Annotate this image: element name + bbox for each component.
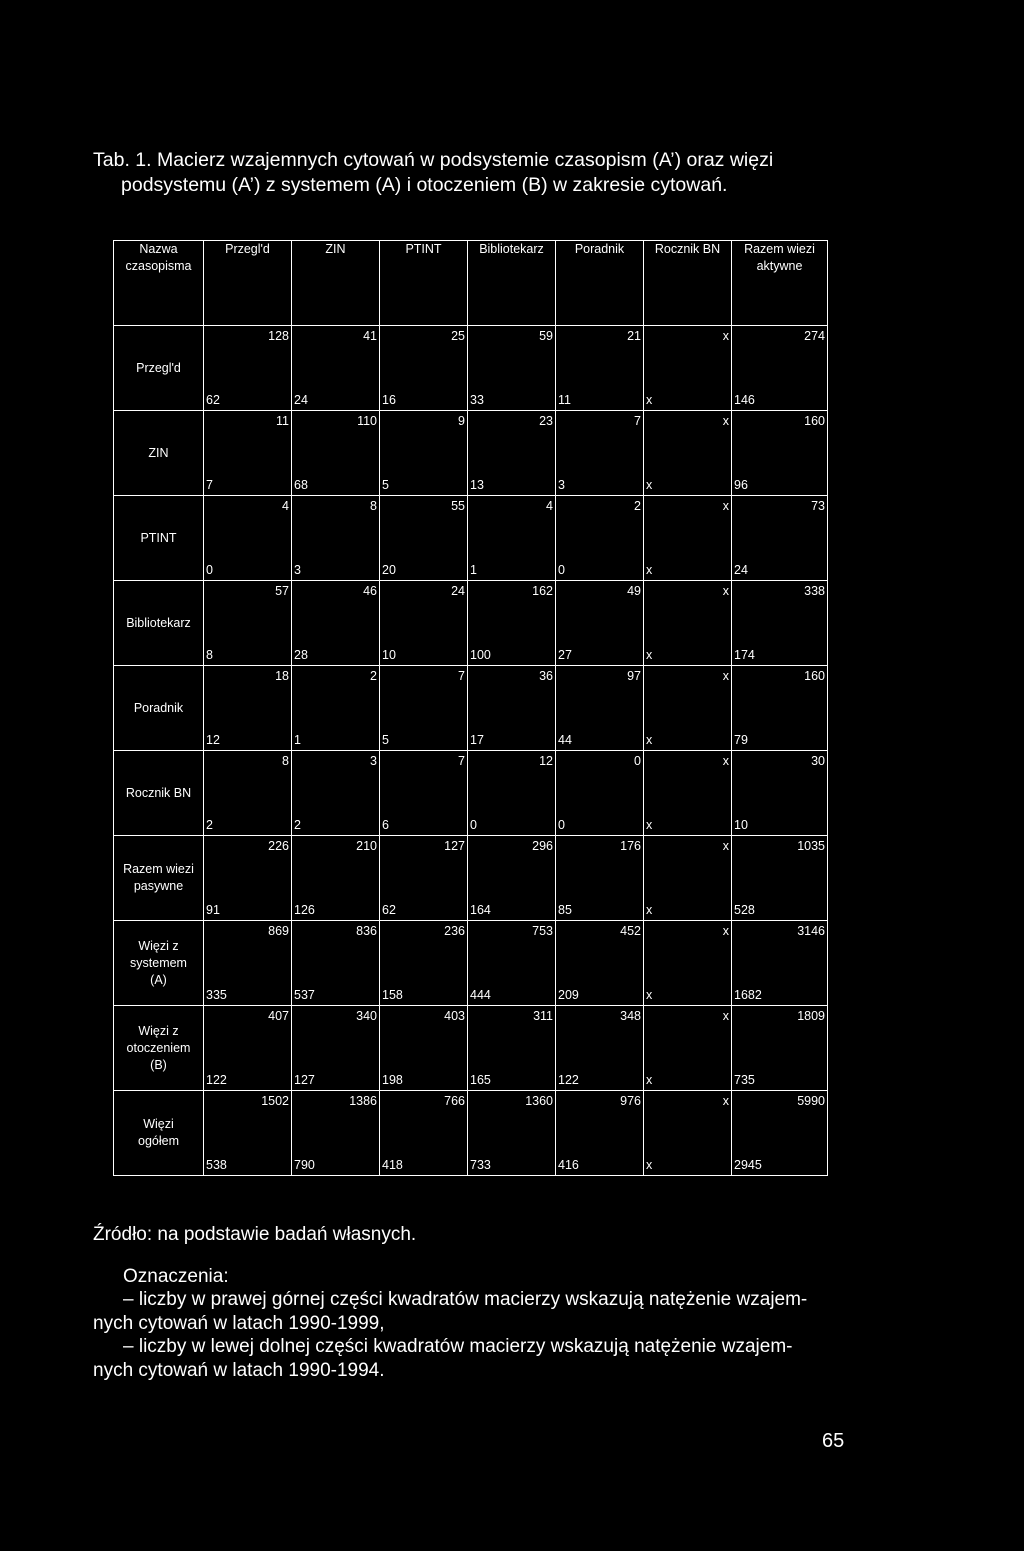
cell-value-1990-1994: 68 <box>294 478 308 492</box>
matrix-body <box>114 326 828 1176</box>
matrix-cell <box>380 921 468 1006</box>
matrix-cell <box>468 326 556 411</box>
cell-value-1990-1994: 418 <box>382 1158 403 1172</box>
page-number: 65 <box>822 1430 845 1452</box>
cell-value-1990-1999: 160 <box>804 669 825 683</box>
legend-title: Oznaczenia: <box>123 1265 229 1287</box>
row-label-line: ogółem <box>138 1134 179 1148</box>
cell-value-1990-1999: 210 <box>356 839 377 853</box>
cell-value-1990-1994: 335 <box>206 988 227 1002</box>
cell-value-1990-1994: 11 <box>558 393 571 407</box>
cell-value-1990-1999: 236 <box>444 924 465 938</box>
table-caption <box>93 148 963 198</box>
row-label <box>114 1091 204 1176</box>
matrix-cell <box>292 326 380 411</box>
cell-value-1990-1994: 28 <box>294 648 308 662</box>
cell-value-1990-1999: 296 <box>532 839 553 853</box>
caption-line-1: Tab. 1. Macierz wzajemnych cytowań w podsystemie czasopism (A’) oraz więzi <box>93 149 774 171</box>
cell-value-1990-1994: 13 <box>470 478 484 492</box>
matrix-cell <box>204 326 292 411</box>
cell-value-1990-1994: 735 <box>734 1073 755 1087</box>
matrix-cell <box>292 1091 380 1176</box>
cell-value-1990-1999: 55 <box>451 499 465 513</box>
cell-value-1990-1999: 1360 <box>525 1094 553 1108</box>
matrix-cell <box>204 581 292 666</box>
cell-value-1990-1994: 733 <box>470 1158 491 1172</box>
cell-value-1990-1999: 41 <box>363 329 377 343</box>
cell-value-1990-1999: 869 <box>268 924 289 938</box>
cell-value-1990-1994: 146 <box>734 393 755 407</box>
cell-value-1990-1999: 25 <box>451 329 465 343</box>
column-header-total <box>732 241 828 326</box>
cell-value-1990-1994: 790 <box>294 1158 315 1172</box>
cell-value-1990-1994: 537 <box>294 988 315 1002</box>
matrix-cell <box>204 666 292 751</box>
matrix-cell <box>732 1091 828 1176</box>
row-label-line: Rocznik BN <box>125 785 192 800</box>
cell-value-1990-1999: 57 <box>275 584 289 598</box>
cell-value-1990-1999: 4 <box>282 499 289 513</box>
row-label-line: otoczeniem <box>126 1040 191 1055</box>
cell-value-1990-1999: 30 <box>811 754 825 768</box>
cell-value-1990-1999: 1035 <box>797 839 825 853</box>
matrix-cell <box>380 1091 468 1176</box>
matrix-cell <box>380 411 468 496</box>
cell-value-1990-1999: 407 <box>268 1009 289 1023</box>
cell-value-1990-1999: x <box>722 754 729 768</box>
cell-value-1990-1994: 6 <box>382 818 389 832</box>
matrix-cell <box>556 326 644 411</box>
row-label <box>114 921 204 1006</box>
matrix-cell <box>468 411 556 496</box>
cell-value-1990-1994: 0 <box>558 563 565 577</box>
matrix-cell <box>644 496 732 581</box>
cell-value-1990-1999: x <box>722 329 729 343</box>
cell-value-1990-1999: 127 <box>444 839 465 853</box>
cell-value-1990-1999: 0 <box>634 754 641 768</box>
matrix-cell <box>468 751 556 836</box>
matrix-cell <box>468 496 556 581</box>
matrix-cell <box>644 751 732 836</box>
row-label <box>114 581 204 666</box>
corner-header-line: czasopisma <box>125 259 192 273</box>
cell-value-1990-1994: x <box>646 903 653 917</box>
cell-value-1990-1994: 165 <box>470 1073 491 1087</box>
cell-value-1990-1994: 528 <box>734 903 755 917</box>
matrix-cell <box>292 496 380 581</box>
row-label-line: systemem <box>130 955 187 970</box>
cell-value-1990-1999: 766 <box>444 1094 465 1108</box>
cell-value-1990-1994: 1 <box>470 563 477 577</box>
matrix-cell <box>468 581 556 666</box>
cell-value-1990-1994: 12 <box>206 733 220 747</box>
cell-value-1990-1994: 10 <box>382 648 396 662</box>
matrix-cell <box>380 666 468 751</box>
row-label-line: ZIN <box>148 445 169 460</box>
matrix-cell <box>292 751 380 836</box>
table-row <box>114 921 828 1006</box>
row-label <box>114 411 204 496</box>
cell-value-1990-1994: 198 <box>382 1073 403 1087</box>
cell-value-1990-1994: x <box>646 563 653 577</box>
matrix-cell <box>468 836 556 921</box>
cell-value-1990-1999: 1502 <box>261 1094 289 1108</box>
column-header: Rocznik BN <box>644 241 732 326</box>
cell-value-1990-1999: 452 <box>620 924 641 938</box>
matrix-cell <box>292 836 380 921</box>
cell-value-1990-1999: x <box>722 1009 729 1023</box>
matrix-cell <box>732 666 828 751</box>
table-row <box>114 326 828 411</box>
matrix-cell <box>556 581 644 666</box>
cell-value-1990-1994: 164 <box>470 903 491 917</box>
table-row <box>114 751 828 836</box>
cell-value-1990-1994: 2 <box>206 818 213 832</box>
cell-value-1990-1994: 85 <box>558 903 572 917</box>
matrix-cell <box>556 921 644 1006</box>
matrix-cell <box>468 1091 556 1176</box>
cell-value-1990-1994: 91 <box>206 903 220 917</box>
cell-value-1990-1999: 338 <box>804 584 825 598</box>
cell-value-1990-1999: 4 <box>546 499 553 513</box>
table-row <box>114 666 828 751</box>
cell-value-1990-1994: 3 <box>294 563 301 577</box>
matrix-cell <box>644 1091 732 1176</box>
cell-value-1990-1994: 7 <box>206 478 213 492</box>
column-header-line: aktywne <box>756 259 803 273</box>
cell-value-1990-1994: 122 <box>558 1073 579 1087</box>
matrix-cell <box>556 411 644 496</box>
matrix-cell <box>292 581 380 666</box>
matrix-cell <box>556 1091 644 1176</box>
matrix-cell <box>644 1006 732 1091</box>
cell-value-1990-1994: 27 <box>558 648 572 662</box>
row-label-line: Więzi z <box>138 1023 179 1038</box>
row-label <box>114 666 204 751</box>
source-note: Źródło: na podstawie badań własnych. <box>93 1224 417 1245</box>
matrix-cell <box>292 666 380 751</box>
row-label-line: Razem wiezi <box>123 862 194 876</box>
cell-value-1990-1999: 11 <box>276 414 289 428</box>
matrix-cell <box>644 581 732 666</box>
matrix-cell <box>380 836 468 921</box>
cell-value-1990-1994: 416 <box>558 1158 579 1172</box>
cell-value-1990-1994: 0 <box>558 818 565 832</box>
cell-value-1990-1999: x <box>722 669 729 683</box>
cell-value-1990-1994: 24 <box>294 393 308 407</box>
table-row <box>114 496 828 581</box>
legend-item-2-cont: nych cytowań w latach 1990-1994. <box>93 1359 385 1381</box>
cell-value-1990-1994: 3 <box>558 478 565 492</box>
table-row <box>114 411 828 496</box>
matrix-cell <box>380 581 468 666</box>
row-label-line: Przegl'd <box>136 360 181 375</box>
cell-value-1990-1994: 10 <box>734 818 748 832</box>
row-label-line: Poradnik <box>133 700 184 715</box>
cell-value-1990-1994: 5 <box>382 733 389 747</box>
cell-value-1990-1994: 79 <box>734 733 748 747</box>
column-header: Bibliotekarz <box>468 241 556 326</box>
matrix-cell <box>556 751 644 836</box>
table-row <box>114 836 828 921</box>
cell-value-1990-1994: 0 <box>470 818 477 832</box>
cell-value-1990-1999: 9 <box>458 414 465 428</box>
cell-value-1990-1994: 8 <box>206 648 213 662</box>
row-label <box>114 836 204 921</box>
matrix-cell <box>204 411 292 496</box>
matrix-cell <box>204 1006 292 1091</box>
matrix-cell <box>732 836 828 921</box>
matrix-cell <box>380 1006 468 1091</box>
matrix-cell <box>556 836 644 921</box>
corner-header-line: Nazwa <box>139 242 178 256</box>
cell-value-1990-1999: 340 <box>356 1009 377 1023</box>
table-row <box>114 1006 828 1091</box>
cell-value-1990-1999: x <box>722 1094 729 1108</box>
matrix-cell <box>468 921 556 1006</box>
cell-value-1990-1994: 538 <box>206 1158 227 1172</box>
matrix-cell <box>732 496 828 581</box>
cell-value-1990-1994: x <box>646 733 653 747</box>
matrix-cell <box>644 921 732 1006</box>
cell-value-1990-1999: 162 <box>532 584 553 598</box>
footer-notes <box>93 1223 973 1382</box>
cell-value-1990-1999: x <box>722 584 729 598</box>
matrix-cell <box>204 1091 292 1176</box>
cell-value-1990-1994: 2945 <box>734 1158 762 1172</box>
cell-value-1990-1994: 209 <box>558 988 579 1002</box>
cell-value-1990-1999: 311 <box>533 1009 553 1023</box>
cell-value-1990-1994: 17 <box>470 733 484 747</box>
cell-value-1990-1994: 16 <box>382 393 396 407</box>
matrix-cell <box>644 836 732 921</box>
cell-value-1990-1994: 0 <box>206 563 213 577</box>
cell-value-1990-1999: 3146 <box>797 924 825 938</box>
column-header: ZIN <box>292 241 380 326</box>
matrix-cell <box>468 666 556 751</box>
cell-value-1990-1999: 5990 <box>797 1094 825 1108</box>
cell-value-1990-1999: x <box>722 924 729 938</box>
column-header: PTINT <box>380 241 468 326</box>
cell-value-1990-1994: x <box>646 1073 653 1087</box>
cell-value-1990-1999: 7 <box>458 669 465 683</box>
row-label-line: pasywne <box>133 879 184 893</box>
cell-value-1990-1999: 49 <box>627 584 641 598</box>
cell-value-1990-1999: 8 <box>370 499 377 513</box>
cell-value-1990-1999: 403 <box>444 1009 465 1023</box>
cell-value-1990-1994: 62 <box>382 903 396 917</box>
row-label <box>114 751 204 836</box>
row-label-line: PTINT <box>140 530 177 545</box>
cell-value-1990-1999: 976 <box>620 1094 641 1108</box>
cell-value-1990-1994: 174 <box>734 648 755 662</box>
cell-value-1990-1994: 100 <box>470 648 491 662</box>
row-label <box>114 496 204 581</box>
citation-matrix-table <box>113 240 828 1176</box>
legend-item-1-cont: nych cytowań w latach 1990-1999, <box>93 1312 385 1334</box>
column-header: Przegl'd <box>204 241 292 326</box>
cell-value-1990-1999: 21 <box>627 329 641 343</box>
cell-value-1990-1999: 8 <box>282 754 289 768</box>
cell-value-1990-1994: x <box>646 393 653 407</box>
matrix-cell <box>556 1006 644 1091</box>
cell-value-1990-1999: 36 <box>539 669 553 683</box>
matrix-cell <box>204 921 292 1006</box>
cell-value-1990-1994: 5 <box>382 478 389 492</box>
cell-value-1990-1999: 1809 <box>797 1009 825 1023</box>
cell-value-1990-1994: 96 <box>734 478 748 492</box>
cell-value-1990-1994: 126 <box>294 903 315 917</box>
cell-value-1990-1994: 122 <box>206 1073 227 1087</box>
matrix-cell <box>732 581 828 666</box>
corner-header <box>114 241 204 326</box>
matrix-cell <box>380 751 468 836</box>
matrix-cell <box>644 326 732 411</box>
cell-value-1990-1999: 7 <box>634 414 641 428</box>
column-header: Poradnik <box>556 241 644 326</box>
cell-value-1990-1999: 59 <box>539 329 553 343</box>
cell-value-1990-1994: 62 <box>206 393 220 407</box>
cell-value-1990-1999: x <box>722 839 729 853</box>
matrix-cell <box>204 836 292 921</box>
row-label-line: (A) <box>150 972 167 987</box>
cell-value-1990-1994: 1 <box>294 733 301 747</box>
matrix-cell <box>380 326 468 411</box>
cell-value-1990-1999: 3 <box>370 754 377 768</box>
matrix-cell <box>556 666 644 751</box>
column-header-line: Razem wiezi <box>744 242 815 256</box>
cell-value-1990-1994: 158 <box>382 988 403 1002</box>
cell-value-1990-1994: 444 <box>470 988 491 1002</box>
cell-value-1990-1999: 274 <box>804 329 825 343</box>
cell-value-1990-1999: 110 <box>357 414 377 428</box>
row-label <box>114 326 204 411</box>
cell-value-1990-1999: 836 <box>356 924 377 938</box>
matrix-cell <box>292 411 380 496</box>
row-label-line: (B) <box>150 1057 167 1072</box>
cell-value-1990-1999: 23 <box>539 414 553 428</box>
matrix-cell <box>204 751 292 836</box>
legend-item-2: – liczby w lewej dolnej części kwadratów macierzy wskazują natężenie wzajem- <box>123 1336 793 1357</box>
cell-value-1990-1999: 24 <box>451 584 465 598</box>
matrix-cell <box>732 1006 828 1091</box>
matrix-cell <box>732 326 828 411</box>
cell-value-1990-1999: 753 <box>532 924 553 938</box>
matrix-cell <box>204 496 292 581</box>
row-label-line: Więzi z <box>138 938 179 953</box>
matrix-cell <box>468 1006 556 1091</box>
cell-value-1990-1994: 1682 <box>734 988 762 1002</box>
cell-value-1990-1999: 128 <box>268 329 289 343</box>
cell-value-1990-1994: 24 <box>734 563 748 577</box>
matrix-cell <box>380 496 468 581</box>
cell-value-1990-1999: 1386 <box>349 1094 377 1108</box>
cell-value-1990-1999: 18 <box>275 669 289 683</box>
cell-value-1990-1994: 20 <box>382 563 396 577</box>
table-row <box>114 1091 828 1176</box>
row-label <box>114 1006 204 1091</box>
row-label-line: Bibliotekarz <box>126 615 191 630</box>
cell-value-1990-1994: x <box>646 988 653 1002</box>
cell-value-1990-1994: 44 <box>558 733 572 747</box>
cell-value-1990-1994: 33 <box>470 393 484 407</box>
cell-value-1990-1999: x <box>722 414 729 428</box>
matrix-cell <box>732 411 828 496</box>
cell-value-1990-1994: x <box>646 648 653 662</box>
cell-value-1990-1999: 97 <box>627 669 641 683</box>
cell-value-1990-1999: 46 <box>363 584 377 598</box>
matrix-cell <box>732 921 828 1006</box>
cell-value-1990-1999: 348 <box>620 1009 641 1023</box>
matrix-cell <box>292 1006 380 1091</box>
table-row <box>114 581 828 666</box>
matrix-cell <box>732 751 828 836</box>
cell-value-1990-1999: 12 <box>539 754 553 768</box>
cell-value-1990-1999: 73 <box>811 499 825 513</box>
cell-value-1990-1994: 127 <box>294 1073 315 1087</box>
cell-value-1990-1999: 7 <box>458 754 465 768</box>
matrix-cell <box>644 411 732 496</box>
matrix-cell <box>556 496 644 581</box>
cell-value-1990-1999: 2 <box>634 499 641 513</box>
matrix-cell <box>292 921 380 1006</box>
cell-value-1990-1999: x <box>722 499 729 513</box>
header-row <box>114 241 828 326</box>
cell-value-1990-1999: 176 <box>620 839 641 853</box>
legend-item-1: – liczby w prawej górnej części kwadratów macierzy wskazują natężenie wzajem- <box>123 1289 808 1310</box>
row-label-line: Więzi <box>143 1117 174 1131</box>
cell-value-1990-1999: 2 <box>370 669 377 683</box>
matrix-cell <box>644 666 732 751</box>
cell-value-1990-1994: x <box>646 478 653 492</box>
cell-value-1990-1994: x <box>646 818 653 832</box>
cell-value-1990-1999: 160 <box>804 414 825 428</box>
cell-value-1990-1994: 2 <box>294 818 301 832</box>
caption-line-2: podsystemu (A’) z systemem (A) i otoczeniem (B) w zakresie cytowań. <box>121 174 728 196</box>
cell-value-1990-1994: x <box>646 1158 653 1172</box>
cell-value-1990-1999: 226 <box>268 839 289 853</box>
